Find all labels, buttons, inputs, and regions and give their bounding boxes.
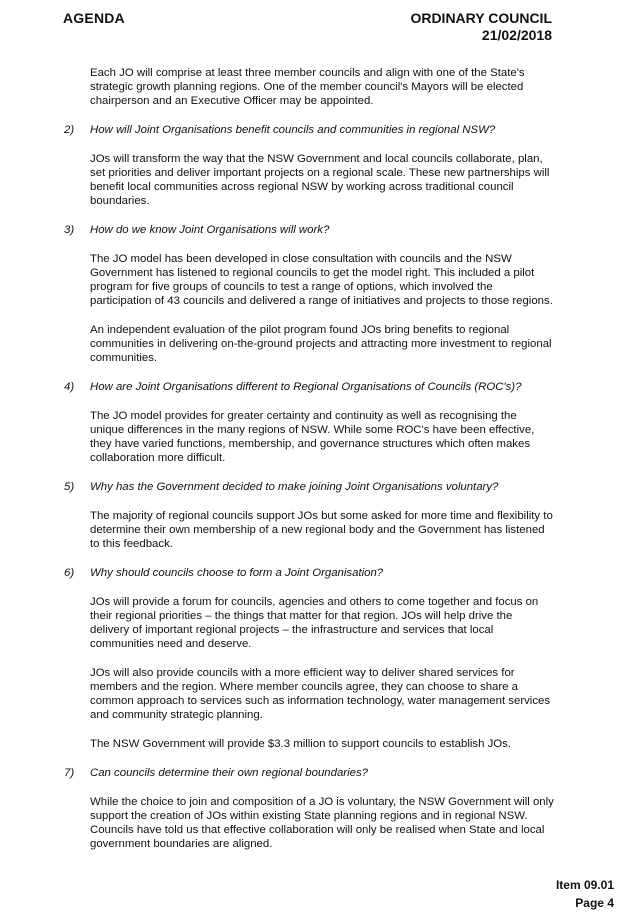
meeting-date: 21/02/2018 <box>481 27 552 43</box>
answer-paragraph: The NSW Government will provide $3.3 million to support councils to establish JOs. <box>90 738 511 750</box>
question-text: How will Joint Organisations benefit councils and communities in regional NSW? <box>90 124 496 136</box>
answer-paragraph: JOs will also provide councils with a more efficient way to deliver shared services for members and the region. Where member councils agree, they can choose to share a common approach to services such as information technology, water management services and community strategic planning. <box>90 667 551 721</box>
question-number: 3) <box>64 224 75 236</box>
question-number: 7) <box>64 767 75 779</box>
section-7 <box>64 766 554 851</box>
question <box>64 123 554 137</box>
section-6 <box>64 566 554 751</box>
meeting-title: ORDINARY COUNCIL <box>410 10 552 26</box>
question-text: Can councils determine their own regional boundaries? <box>90 767 368 779</box>
question-text: Why has the Government decided to make joining Joint Organisations voluntary? <box>90 481 499 493</box>
question <box>64 480 554 494</box>
question <box>64 380 554 394</box>
answer-paragraph: An independent evaluation of the pilot program found JOs bring benefits to regional communities in delivering on-the-ground projects and attracting more investment to regional communities. <box>90 324 552 364</box>
page-footer <box>556 876 614 912</box>
answer-paragraph: The JO model provides for greater certainty and continuity as well as recognising the unique differences in the many regions of NSW. While some ROC's have been effective, they have varied functions, membership, and governance structures which often makes collaboration more difficult. <box>90 410 535 464</box>
document-body <box>64 66 554 866</box>
question-text: How are Joint Organisations different to Regional Organisations of Councils (ROC's)? <box>90 381 522 393</box>
question-text: Why should councils choose to form a Joint Organisation? <box>90 567 384 579</box>
question-number: 4) <box>64 381 75 393</box>
question-number: 6) <box>64 567 75 579</box>
item-number: Item 09.01 <box>555 878 614 892</box>
section-4 <box>64 380 554 465</box>
answer-paragraph: The majority of regional councils support JOs but some asked for more time and flexibility to determine their own membership of a new regional body and the Government has listened to this feedback. <box>90 510 553 550</box>
intro-paragraph: Each JO will comprise at least three member councils and align with one of the State's strategic growth planning regions. One of the member council's Mayors will be elected chairperson and an Executive Officer may be appointed. <box>90 67 525 107</box>
question <box>64 223 554 237</box>
answer-paragraph: While the choice to join and composition of a JO is voluntary, the NSW Government will only support the creation of JOs within existing State planning regions and in regional NSW. Councils have told us that effective collaboration will only be realised when State and local government boundaries are aligned. <box>90 796 554 850</box>
answer-paragraph: JOs will transform the way that the NSW Government and local councils collaborate, plan, set priorities and deliver important projects on a regional scale. These new partnerships will benefit local communities across regional NSW by working across traditional council boundaries. <box>90 153 550 207</box>
page-number: Page 4 <box>575 896 614 910</box>
section-5 <box>64 480 554 551</box>
meeting-header <box>410 10 552 44</box>
question-number: 2) <box>64 124 75 136</box>
section-2 <box>64 123 554 208</box>
question-text: How do we know Joint Organisations will work? <box>90 224 330 236</box>
question-number: 5) <box>64 481 75 493</box>
answer-paragraph: The JO model has been developed in close consultation with councils and the NSW Government has listened to regional councils to get the model right. This included a pilot program for five groups of councils to test a range of options, which involved the participation of 43 councils and delivered a range of initiatives and projects to those regions. <box>90 253 553 307</box>
answer-paragraph: JOs will provide a forum for councils, agencies and others to come together and focus on their regional priorities – the things that matter for that region. JOs will help drive the delivery of important regional projects – the infrastructure and services that local communities need and deserve. <box>90 596 539 650</box>
section-3 <box>64 223 554 365</box>
question <box>64 766 554 780</box>
question <box>64 566 554 580</box>
agenda-heading: AGENDA <box>63 10 125 26</box>
